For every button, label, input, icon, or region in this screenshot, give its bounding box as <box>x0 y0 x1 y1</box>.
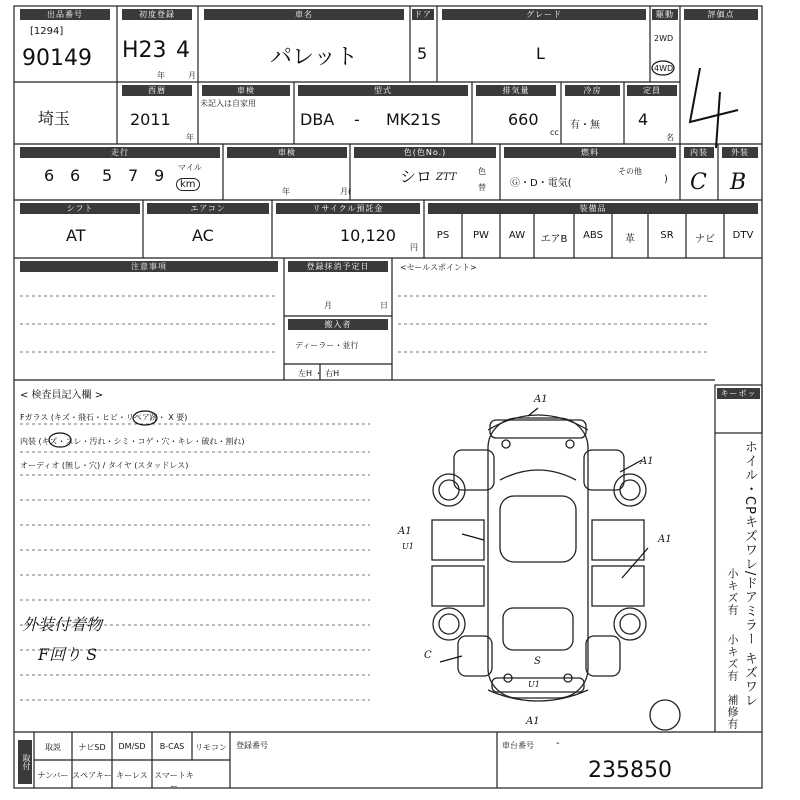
equip-item: ABS <box>583 230 603 241</box>
mileage-digit: 6 <box>44 166 55 185</box>
equip-item: DTV <box>732 230 754 241</box>
recycle-fee: 10,120 <box>340 226 396 245</box>
fuel-close: ) <box>664 174 668 185</box>
equip-item: AW <box>508 230 526 241</box>
lot-number: 90149 <box>22 46 92 71</box>
footer-item: キーレス <box>116 771 148 780</box>
inspector-title: < 検査員記入欄 > <box>20 390 104 401</box>
equip-label: 装備品 <box>428 203 758 214</box>
footer-item: リモコン <box>195 743 227 752</box>
color-label: 色(色No.) <box>354 147 496 158</box>
era: H23 <box>122 38 167 63</box>
car-roof <box>500 496 576 562</box>
side-notes: ホイル・CPキズワレ/ドアミラー キズワレ <box>742 440 757 708</box>
capacity: 4 <box>638 110 649 129</box>
model-name: パレット <box>270 45 358 70</box>
color-side-1: 色 <box>478 167 486 176</box>
drive-2wd: 2WD <box>654 34 674 43</box>
equip-item: エアB <box>540 234 568 245</box>
recycle-unit: 円 <box>410 243 418 252</box>
fuel-other: その他 <box>618 167 642 176</box>
doors-label: ドア <box>412 9 434 20</box>
grade-label: グレード <box>442 9 646 20</box>
mileage-digit: 9 <box>154 166 165 185</box>
footer-item: ナンバー <box>37 771 69 780</box>
damage-mark: U1 <box>528 680 540 689</box>
detail-label: 注意事項 <box>20 261 278 272</box>
first-reg-label: 初度登録 <box>122 9 192 20</box>
reg-month-unit: 月 <box>324 301 332 310</box>
drive-4wd: 4WD <box>654 64 674 73</box>
damage-mark: U1 <box>402 542 414 551</box>
exterior-grade: B <box>730 170 747 195</box>
shift-label: シフト <box>20 203 140 214</box>
side-notes-3: 小キズ有 <box>726 634 739 682</box>
vin: 235850 <box>588 758 672 783</box>
footer-item: ナビSD <box>78 743 106 752</box>
side-notes-2: 小キズ有 <box>726 568 739 616</box>
recycle-label: リサイクル預託金 <box>276 203 420 214</box>
interior-grade: C <box>690 170 707 195</box>
interior-label: 内装 <box>684 147 714 158</box>
damage-mark: A1 <box>534 394 548 405</box>
type-prefix: DBA <box>300 110 335 129</box>
km-unit: km <box>176 178 200 191</box>
cc-unit: cc <box>550 128 559 137</box>
grade: L <box>536 44 545 63</box>
doors: 5 <box>417 44 428 63</box>
side-notes-4: 補修有 <box>726 694 739 730</box>
prefecture: 埼玉 <box>38 109 71 128</box>
hand-note-1: 外装付着物 <box>22 615 103 634</box>
capacity-label: 定員 <box>627 85 677 96</box>
accept-label: 搬入者 <box>288 319 388 330</box>
damage-mark: A1 <box>526 716 540 727</box>
footer-item: スマートキー <box>154 771 194 791</box>
fuel-label: 燃料 <box>504 147 676 158</box>
damage-mark: C <box>424 650 432 661</box>
inspector-line-2: 内装 (キズ・スレ・汚れ・シミ・コゲ・穴・キレ・破れ・割れ) <box>20 437 245 446</box>
color-side-2: 替 <box>478 183 486 192</box>
reg-no-label: 登録番号 <box>236 741 268 750</box>
steering: 左H ・ 右H <box>298 369 340 378</box>
sales-point-label: <セールスポイント> <box>400 263 477 272</box>
type-dash: - <box>354 110 360 129</box>
equip-item: PW <box>473 230 489 241</box>
footer-item: DM/SD <box>118 742 146 751</box>
damage-mark: A1 <box>640 456 654 467</box>
mile-word: マイル <box>178 163 202 172</box>
year-unit: 年 <box>157 71 165 80</box>
insp-month: 月( <box>340 187 352 196</box>
mileage-digit: 6 <box>70 166 81 185</box>
hand-note-2: F回り S <box>38 645 98 664</box>
dealer-type: ディーラー・並行 <box>295 341 359 350</box>
lot-code: [1294] <box>30 26 64 37</box>
rear-glass <box>503 608 573 650</box>
insp-year: 年 <box>282 187 290 196</box>
exterior-label: 外装 <box>722 147 758 158</box>
type-label: 型式 <box>298 85 468 96</box>
drive-label: 駆動 <box>652 9 678 20</box>
footer-side-label: 取付 <box>18 740 32 784</box>
aircon-label: エアコン <box>147 203 269 214</box>
shift: AT <box>66 226 86 245</box>
inspection-label: 車検 <box>227 147 347 158</box>
mileage-label: 走行 <box>20 147 220 158</box>
equip-item: SR <box>660 230 674 241</box>
cc-label: 排気量 <box>476 85 556 96</box>
notice-label: 車検 <box>202 85 290 96</box>
ac-value: 有・無 <box>570 120 600 131</box>
inspector-line-1: Fガラス (キズ・飛石・ヒビ・リペア跡・ X 要) <box>20 413 188 422</box>
footer-item: B-CAS <box>159 742 185 751</box>
mileage-digit: 5 <box>102 166 113 185</box>
model-label: 車名 <box>204 9 404 20</box>
reg-day-unit: 日 <box>380 301 388 310</box>
month-unit: 月 <box>188 71 196 80</box>
capacity-unit: 名 <box>666 133 674 142</box>
fuel-options: Ⓖ・D・電気( <box>510 178 572 189</box>
footer-item: スペアキー <box>72 771 112 780</box>
damage-mark: S <box>534 656 541 667</box>
notice: 未記入は自家用 <box>200 99 256 108</box>
spare-tire <box>650 700 680 730</box>
lot-label: 出品番号 <box>20 9 110 20</box>
score-handwriting <box>690 68 738 148</box>
vin-tick: - <box>556 738 560 749</box>
mileage-digit: 7 <box>128 166 139 185</box>
year-unit-2: 年 <box>186 133 194 142</box>
color-handwriting: ZTT <box>436 172 457 183</box>
year-label: 西暦 <box>122 85 192 96</box>
equip-item: 革 <box>625 234 635 245</box>
equip-item: ナビ <box>695 234 715 245</box>
vin-label: 車台番号 <box>502 741 534 750</box>
footer-item: 取説 <box>45 743 61 752</box>
damage-mark: A1 <box>398 526 412 537</box>
inspector-line-3: オーディオ (無し・穴) / タイヤ (スタッドレス) <box>20 461 189 470</box>
reg-label: 登録抹消予定日 <box>288 261 388 272</box>
damage-mark: A1 <box>658 534 672 545</box>
displacement: 660 <box>508 110 539 129</box>
type-model: MK21S <box>386 110 441 129</box>
aircon: AC <box>192 226 214 245</box>
color: シロ <box>400 167 433 186</box>
reg-month: 4 <box>176 38 190 63</box>
key-box-label: キーボックス <box>717 388 760 399</box>
year: 2011 <box>130 110 171 129</box>
ac-label: 冷房 <box>565 85 620 96</box>
equip-item: PS <box>436 230 450 241</box>
score-label: 評価点 <box>684 9 758 20</box>
